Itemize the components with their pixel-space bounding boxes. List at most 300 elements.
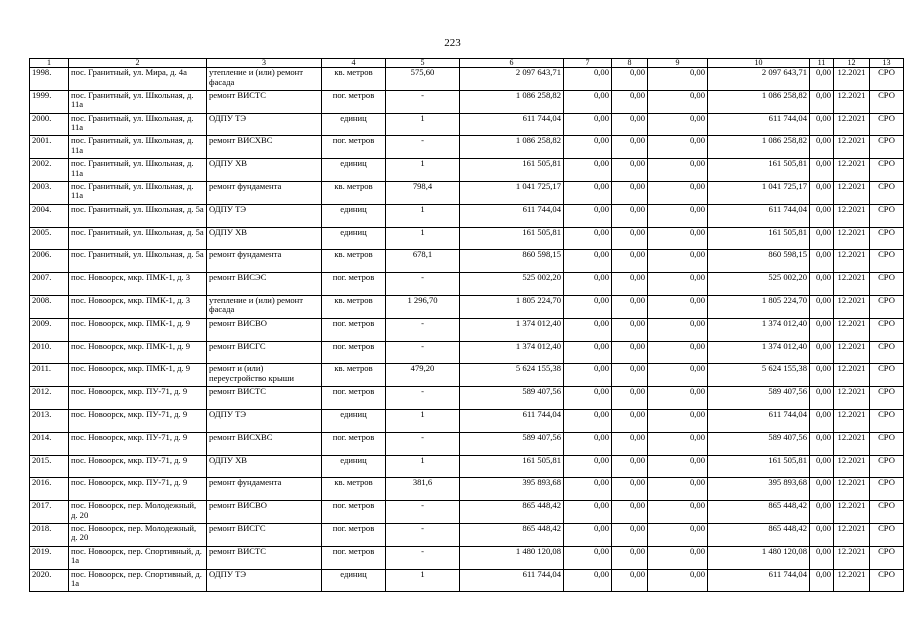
work-type-cell: утепление и (или) ремонт фасада — [207, 68, 322, 91]
address-cell: пос. Новоорск, пер. Спортивный, д. 1а — [69, 569, 207, 592]
cost-cell: 1 374 012,40 — [460, 318, 564, 341]
table-row — [30, 318, 904, 341]
method-cell: СРО — [870, 295, 904, 318]
fund-cell: 0,00 — [612, 432, 648, 455]
address-cell: пос. Новоорск, мкр. ПУ-71, д. 9 — [69, 409, 207, 432]
fund-cell: 0,00 — [648, 432, 708, 455]
quantity-cell: - — [386, 501, 460, 524]
unit-cell: пог. метров — [322, 546, 386, 569]
work-type-cell: ремонт ВИСТС — [207, 90, 322, 113]
cost-cell: 161 505,81 — [460, 159, 564, 182]
table-row — [30, 204, 904, 227]
unit-cost-cell: 0,00 — [810, 523, 834, 546]
method-cell: СРО — [870, 136, 904, 159]
deadline-cell: 12.2021 — [834, 318, 870, 341]
row-number-cell: 2005. — [30, 227, 69, 250]
fund-cell: 0,00 — [648, 295, 708, 318]
fund-cell: 0,00 — [612, 273, 648, 296]
fund-cell: 0,00 — [564, 181, 612, 204]
address-cell: пос. Новоорск, пер. Молодежный, д. 20 — [69, 523, 207, 546]
unit-cell: пог. метров — [322, 523, 386, 546]
table-row — [30, 478, 904, 501]
deadline-cell: 12.2021 — [834, 523, 870, 546]
row-number-cell: 2014. — [30, 432, 69, 455]
fund-cell: 0,00 — [648, 113, 708, 136]
fund-cell: 0,00 — [648, 364, 708, 387]
unit-cell: пог. метров — [322, 387, 386, 410]
cost-cell: 1 086 258,82 — [460, 90, 564, 113]
method-cell: СРО — [870, 455, 904, 478]
quantity-cell: - — [386, 523, 460, 546]
fund-cell: 0,00 — [648, 478, 708, 501]
method-cell: СРО — [870, 523, 904, 546]
table-body — [30, 68, 904, 592]
quantity-cell: 1 — [386, 204, 460, 227]
column-number-11: 11 — [810, 59, 834, 68]
work-type-cell: ремонт фундамента — [207, 250, 322, 273]
total-cost-cell: 395 893,68 — [708, 478, 810, 501]
page-number: 223 — [444, 37, 461, 49]
unit-cost-cell: 0,00 — [810, 68, 834, 91]
column-number-12: 12 — [834, 59, 870, 68]
work-type-cell: ОДПУ ТЭ — [207, 569, 322, 592]
fund-cell: 0,00 — [648, 546, 708, 569]
fund-cell: 0,00 — [564, 250, 612, 273]
cost-cell: 2 097 643,71 — [460, 68, 564, 91]
registry-table — [29, 58, 904, 592]
table-row — [30, 68, 904, 91]
quantity-cell: 1 — [386, 227, 460, 250]
address-cell: пос. Гранитный, ул. Школьная, д. 11а — [69, 159, 207, 182]
row-number-cell: 2013. — [30, 409, 69, 432]
quantity-cell: 381,6 — [386, 478, 460, 501]
quantity-cell: - — [386, 387, 460, 410]
work-type-cell: ремонт фундамента — [207, 181, 322, 204]
deadline-cell: 12.2021 — [834, 181, 870, 204]
method-cell: СРО — [870, 364, 904, 387]
table-row — [30, 546, 904, 569]
method-cell: СРО — [870, 546, 904, 569]
address-cell: пос. Гранитный, ул. Школьная, д. 11а — [69, 90, 207, 113]
row-number-cell: 2020. — [30, 569, 69, 592]
method-cell: СРО — [870, 159, 904, 182]
unit-cell: единиц — [322, 409, 386, 432]
column-number-5: 5 — [386, 59, 460, 68]
fund-cell: 0,00 — [564, 273, 612, 296]
cost-cell: 1 805 224,70 — [460, 295, 564, 318]
column-number-1: 1 — [30, 59, 69, 68]
cost-cell: 525 002,20 — [460, 273, 564, 296]
cost-cell: 161 505,81 — [460, 455, 564, 478]
total-cost-cell: 2 097 643,71 — [708, 68, 810, 91]
table-row — [30, 250, 904, 273]
method-cell: СРО — [870, 409, 904, 432]
fund-cell: 0,00 — [612, 501, 648, 524]
column-number-6: 6 — [460, 59, 564, 68]
address-cell: пос. Новоорск, мкр. ПМК-1, д. 9 — [69, 318, 207, 341]
total-cost-cell: 1 041 725,17 — [708, 181, 810, 204]
cost-cell: 611 744,04 — [460, 569, 564, 592]
row-number-cell: 1999. — [30, 90, 69, 113]
address-cell: пос. Гранитный, ул. Школьная, д. 5а — [69, 227, 207, 250]
method-cell: СРО — [870, 387, 904, 410]
fund-cell: 0,00 — [612, 409, 648, 432]
unit-cost-cell: 0,00 — [810, 181, 834, 204]
fund-cell: 0,00 — [612, 478, 648, 501]
row-number-cell: 2002. — [30, 159, 69, 182]
quantity-cell: - — [386, 90, 460, 113]
fund-cell: 0,00 — [564, 478, 612, 501]
fund-cell: 0,00 — [564, 113, 612, 136]
address-cell: пос. Новоорск, мкр. ПУ-71, д. 9 — [69, 455, 207, 478]
unit-cost-cell: 0,00 — [810, 364, 834, 387]
total-cost-cell: 611 744,04 — [708, 204, 810, 227]
cost-cell: 611 744,04 — [460, 204, 564, 227]
total-cost-cell: 1 374 012,40 — [708, 341, 810, 364]
cost-cell: 1 480 120,08 — [460, 546, 564, 569]
fund-cell: 0,00 — [612, 204, 648, 227]
unit-cell: пог. метров — [322, 501, 386, 524]
table-row — [30, 364, 904, 387]
unit-cell: единиц — [322, 159, 386, 182]
deadline-cell: 12.2021 — [834, 136, 870, 159]
work-type-cell: ремонт ВИСТС — [207, 387, 322, 410]
work-type-cell: ремонт ВИСТС — [207, 546, 322, 569]
method-cell: СРО — [870, 478, 904, 501]
fund-cell: 0,00 — [648, 250, 708, 273]
total-cost-cell: 161 505,81 — [708, 159, 810, 182]
work-type-cell: ремонт и (или) переустройство крыши — [207, 364, 322, 387]
table-row — [30, 159, 904, 182]
address-cell: пос. Новоорск, пер. Спортивный, д. 1а — [69, 546, 207, 569]
unit-cost-cell: 0,00 — [810, 455, 834, 478]
method-cell: СРО — [870, 204, 904, 227]
total-cost-cell: 161 505,81 — [708, 227, 810, 250]
unit-cell: пог. метров — [322, 341, 386, 364]
cost-cell: 589 407,56 — [460, 387, 564, 410]
table-row — [30, 181, 904, 204]
fund-cell: 0,00 — [648, 318, 708, 341]
total-cost-cell: 1 086 258,82 — [708, 136, 810, 159]
unit-cell: пог. метров — [322, 273, 386, 296]
row-number-cell: 2010. — [30, 341, 69, 364]
fund-cell: 0,00 — [612, 181, 648, 204]
table-row — [30, 136, 904, 159]
fund-cell: 0,00 — [648, 387, 708, 410]
row-number-cell: 2016. — [30, 478, 69, 501]
quantity-cell: 479,20 — [386, 364, 460, 387]
fund-cell: 0,00 — [564, 90, 612, 113]
method-cell: СРО — [870, 227, 904, 250]
unit-cost-cell: 0,00 — [810, 546, 834, 569]
deadline-cell: 12.2021 — [834, 90, 870, 113]
column-number-9: 9 — [648, 59, 708, 68]
unit-cell: кв. метров — [322, 181, 386, 204]
fund-cell: 0,00 — [648, 204, 708, 227]
work-type-cell: ОДПУ ХВ — [207, 455, 322, 478]
unit-cost-cell: 0,00 — [810, 90, 834, 113]
method-cell: СРО — [870, 273, 904, 296]
unit-cost-cell: 0,00 — [810, 341, 834, 364]
address-cell: пос. Гранитный, ул. Школьная, д. 5а — [69, 204, 207, 227]
row-number-cell: 2007. — [30, 273, 69, 296]
unit-cost-cell: 0,00 — [810, 204, 834, 227]
method-cell: СРО — [870, 501, 904, 524]
method-cell: СРО — [870, 68, 904, 91]
deadline-cell: 12.2021 — [834, 432, 870, 455]
row-number-cell: 2012. — [30, 387, 69, 410]
unit-cost-cell: 0,00 — [810, 569, 834, 592]
quantity-cell: 1 — [386, 409, 460, 432]
total-cost-cell: 589 407,56 — [708, 387, 810, 410]
row-number-cell: 2009. — [30, 318, 69, 341]
total-cost-cell: 5 624 155,38 — [708, 364, 810, 387]
fund-cell: 0,00 — [648, 273, 708, 296]
total-cost-cell: 589 407,56 — [708, 432, 810, 455]
fund-cell: 0,00 — [648, 455, 708, 478]
fund-cell: 0,00 — [612, 455, 648, 478]
unit-cell: единиц — [322, 569, 386, 592]
table-row — [30, 409, 904, 432]
unit-cost-cell: 0,00 — [810, 227, 834, 250]
fund-cell: 0,00 — [648, 136, 708, 159]
address-cell: пос. Гранитный, ул. Школьная, д. 11а — [69, 136, 207, 159]
cost-cell: 865 448,42 — [460, 501, 564, 524]
cost-cell: 611 744,04 — [460, 113, 564, 136]
cost-cell: 395 893,68 — [460, 478, 564, 501]
total-cost-cell: 860 598,15 — [708, 250, 810, 273]
fund-cell: 0,00 — [564, 318, 612, 341]
row-number-cell: 2006. — [30, 250, 69, 273]
deadline-cell: 12.2021 — [834, 227, 870, 250]
fund-cell: 0,00 — [648, 409, 708, 432]
cost-cell: 1 041 725,17 — [460, 181, 564, 204]
fund-cell: 0,00 — [612, 68, 648, 91]
quantity-cell: - — [386, 341, 460, 364]
total-cost-cell: 611 744,04 — [708, 569, 810, 592]
address-cell: пос. Новоорск, мкр. ПУ-71, д. 9 — [69, 478, 207, 501]
quantity-cell: 1 — [386, 569, 460, 592]
quantity-cell: - — [386, 432, 460, 455]
deadline-cell: 12.2021 — [834, 113, 870, 136]
fund-cell: 0,00 — [612, 341, 648, 364]
method-cell: СРО — [870, 569, 904, 592]
method-cell: СРО — [870, 318, 904, 341]
table-row — [30, 569, 904, 592]
table-row — [30, 227, 904, 250]
deadline-cell: 12.2021 — [834, 455, 870, 478]
fund-cell: 0,00 — [564, 227, 612, 250]
unit-cost-cell: 0,00 — [810, 478, 834, 501]
method-cell: СРО — [870, 90, 904, 113]
deadline-cell: 12.2021 — [834, 295, 870, 318]
deadline-cell: 12.2021 — [834, 387, 870, 410]
address-cell: пос. Новоорск, мкр. ПМК-1, д. 3 — [69, 273, 207, 296]
unit-cell: кв. метров — [322, 478, 386, 501]
cost-cell: 161 505,81 — [460, 227, 564, 250]
deadline-cell: 12.2021 — [834, 204, 870, 227]
total-cost-cell: 865 448,42 — [708, 501, 810, 524]
column-number-row — [30, 59, 904, 68]
work-type-cell: ремонт ВИСГС — [207, 341, 322, 364]
fund-cell: 0,00 — [564, 546, 612, 569]
work-type-cell: ремонт ВИСЭС — [207, 273, 322, 296]
quantity-cell: 1 — [386, 113, 460, 136]
quantity-cell: 575,60 — [386, 68, 460, 91]
quantity-cell: 1 296,70 — [386, 295, 460, 318]
unit-cell: кв. метров — [322, 364, 386, 387]
unit-cost-cell: 0,00 — [810, 432, 834, 455]
table-row — [30, 295, 904, 318]
quantity-cell: 798,4 — [386, 181, 460, 204]
table-row — [30, 387, 904, 410]
total-cost-cell: 611 744,04 — [708, 409, 810, 432]
unit-cost-cell: 0,00 — [810, 501, 834, 524]
fund-cell: 0,00 — [564, 364, 612, 387]
unit-cost-cell: 0,00 — [810, 295, 834, 318]
deadline-cell: 12.2021 — [834, 273, 870, 296]
row-number-cell: 2018. — [30, 523, 69, 546]
row-number-cell: 2000. — [30, 113, 69, 136]
quantity-cell: - — [386, 136, 460, 159]
method-cell: СРО — [870, 181, 904, 204]
total-cost-cell: 1 480 120,08 — [708, 546, 810, 569]
deadline-cell: 12.2021 — [834, 250, 870, 273]
row-number-cell: 2017. — [30, 501, 69, 524]
fund-cell: 0,00 — [612, 227, 648, 250]
table-row — [30, 523, 904, 546]
address-cell: пос. Гранитный, ул. Школьная, д. 11а — [69, 113, 207, 136]
work-type-cell: ОДПУ ТЭ — [207, 409, 322, 432]
fund-cell: 0,00 — [564, 136, 612, 159]
fund-cell: 0,00 — [612, 523, 648, 546]
cost-cell: 5 624 155,38 — [460, 364, 564, 387]
cost-cell: 611 744,04 — [460, 409, 564, 432]
method-cell: СРО — [870, 113, 904, 136]
cost-cell: 589 407,56 — [460, 432, 564, 455]
deadline-cell: 12.2021 — [834, 478, 870, 501]
unit-cell: пог. метров — [322, 432, 386, 455]
column-number-8: 8 — [612, 59, 648, 68]
deadline-cell: 12.2021 — [834, 546, 870, 569]
cost-cell: 860 598,15 — [460, 250, 564, 273]
fund-cell: 0,00 — [648, 501, 708, 524]
row-number-cell: 2003. — [30, 181, 69, 204]
fund-cell: 0,00 — [612, 569, 648, 592]
column-number-7: 7 — [564, 59, 612, 68]
fund-cell: 0,00 — [648, 227, 708, 250]
fund-cell: 0,00 — [612, 295, 648, 318]
work-type-cell: ОДПУ ТЭ — [207, 113, 322, 136]
quantity-cell: - — [386, 318, 460, 341]
work-type-cell: ремонт фундамента — [207, 478, 322, 501]
address-cell: пос. Гранитный, ул. Школьная, д. 5а — [69, 250, 207, 273]
total-cost-cell: 161 505,81 — [708, 455, 810, 478]
row-number-cell: 1998. — [30, 68, 69, 91]
fund-cell: 0,00 — [648, 181, 708, 204]
unit-cost-cell: 0,00 — [810, 387, 834, 410]
unit-cost-cell: 0,00 — [810, 273, 834, 296]
table-row — [30, 90, 904, 113]
work-type-cell: ОДПУ ХВ — [207, 159, 322, 182]
work-type-cell: ремонт ВИСХВС — [207, 432, 322, 455]
fund-cell: 0,00 — [648, 569, 708, 592]
address-cell: пос. Новоорск, пер. Молодежный, д. 20 — [69, 501, 207, 524]
total-cost-cell: 525 002,20 — [708, 273, 810, 296]
cost-cell: 865 448,42 — [460, 523, 564, 546]
unit-cell: единиц — [322, 113, 386, 136]
quantity-cell: 678,1 — [386, 250, 460, 273]
column-number-13: 13 — [870, 59, 904, 68]
fund-cell: 0,00 — [564, 455, 612, 478]
quantity-cell: - — [386, 546, 460, 569]
fund-cell: 0,00 — [612, 136, 648, 159]
fund-cell: 0,00 — [648, 159, 708, 182]
unit-cell: единиц — [322, 455, 386, 478]
row-number-cell: 2011. — [30, 364, 69, 387]
deadline-cell: 12.2021 — [834, 341, 870, 364]
fund-cell: 0,00 — [564, 523, 612, 546]
deadline-cell: 12.2021 — [834, 364, 870, 387]
quantity-cell: - — [386, 273, 460, 296]
fund-cell: 0,00 — [564, 387, 612, 410]
fund-cell: 0,00 — [648, 341, 708, 364]
method-cell: СРО — [870, 341, 904, 364]
work-type-cell: ремонт ВИСВО — [207, 318, 322, 341]
work-type-cell: ремонт ВИСВО — [207, 501, 322, 524]
unit-cell: пог. метров — [322, 136, 386, 159]
deadline-cell: 12.2021 — [834, 409, 870, 432]
unit-cost-cell: 0,00 — [810, 113, 834, 136]
column-number-2: 2 — [69, 59, 207, 68]
row-number-cell: 2019. — [30, 546, 69, 569]
address-cell: пос. Гранитный, ул. Школьная, д. 11а — [69, 181, 207, 204]
deadline-cell: 12.2021 — [834, 159, 870, 182]
cost-cell: 1 374 012,40 — [460, 341, 564, 364]
fund-cell: 0,00 — [648, 523, 708, 546]
fund-cell: 0,00 — [612, 387, 648, 410]
work-type-cell: утепление и (или) ремонт фасада — [207, 295, 322, 318]
unit-cost-cell: 0,00 — [810, 159, 834, 182]
total-cost-cell: 1 374 012,40 — [708, 318, 810, 341]
fund-cell: 0,00 — [564, 341, 612, 364]
unit-cell: пог. метров — [322, 318, 386, 341]
fund-cell: 0,00 — [612, 113, 648, 136]
work-type-cell: ОДПУ ТЭ — [207, 204, 322, 227]
fund-cell: 0,00 — [564, 501, 612, 524]
unit-cost-cell: 0,00 — [810, 409, 834, 432]
fund-cell: 0,00 — [612, 318, 648, 341]
address-cell: пос. Новоорск, мкр. ПМК-1, д. 9 — [69, 341, 207, 364]
table-row — [30, 273, 904, 296]
table-row — [30, 432, 904, 455]
unit-cost-cell: 0,00 — [810, 250, 834, 273]
fund-cell: 0,00 — [612, 159, 648, 182]
deadline-cell: 12.2021 — [834, 68, 870, 91]
method-cell: СРО — [870, 250, 904, 273]
work-type-cell: ОДПУ ХВ — [207, 227, 322, 250]
fund-cell: 0,00 — [612, 364, 648, 387]
table-row — [30, 455, 904, 478]
fund-cell: 0,00 — [564, 159, 612, 182]
column-number-4: 4 — [322, 59, 386, 68]
fund-cell: 0,00 — [564, 204, 612, 227]
unit-cost-cell: 0,00 — [810, 318, 834, 341]
unit-cell: кв. метров — [322, 250, 386, 273]
address-cell: пос. Новоорск, мкр. ПУ-71, д. 9 — [69, 432, 207, 455]
unit-cell: единиц — [322, 227, 386, 250]
unit-cell: кв. метров — [322, 68, 386, 91]
